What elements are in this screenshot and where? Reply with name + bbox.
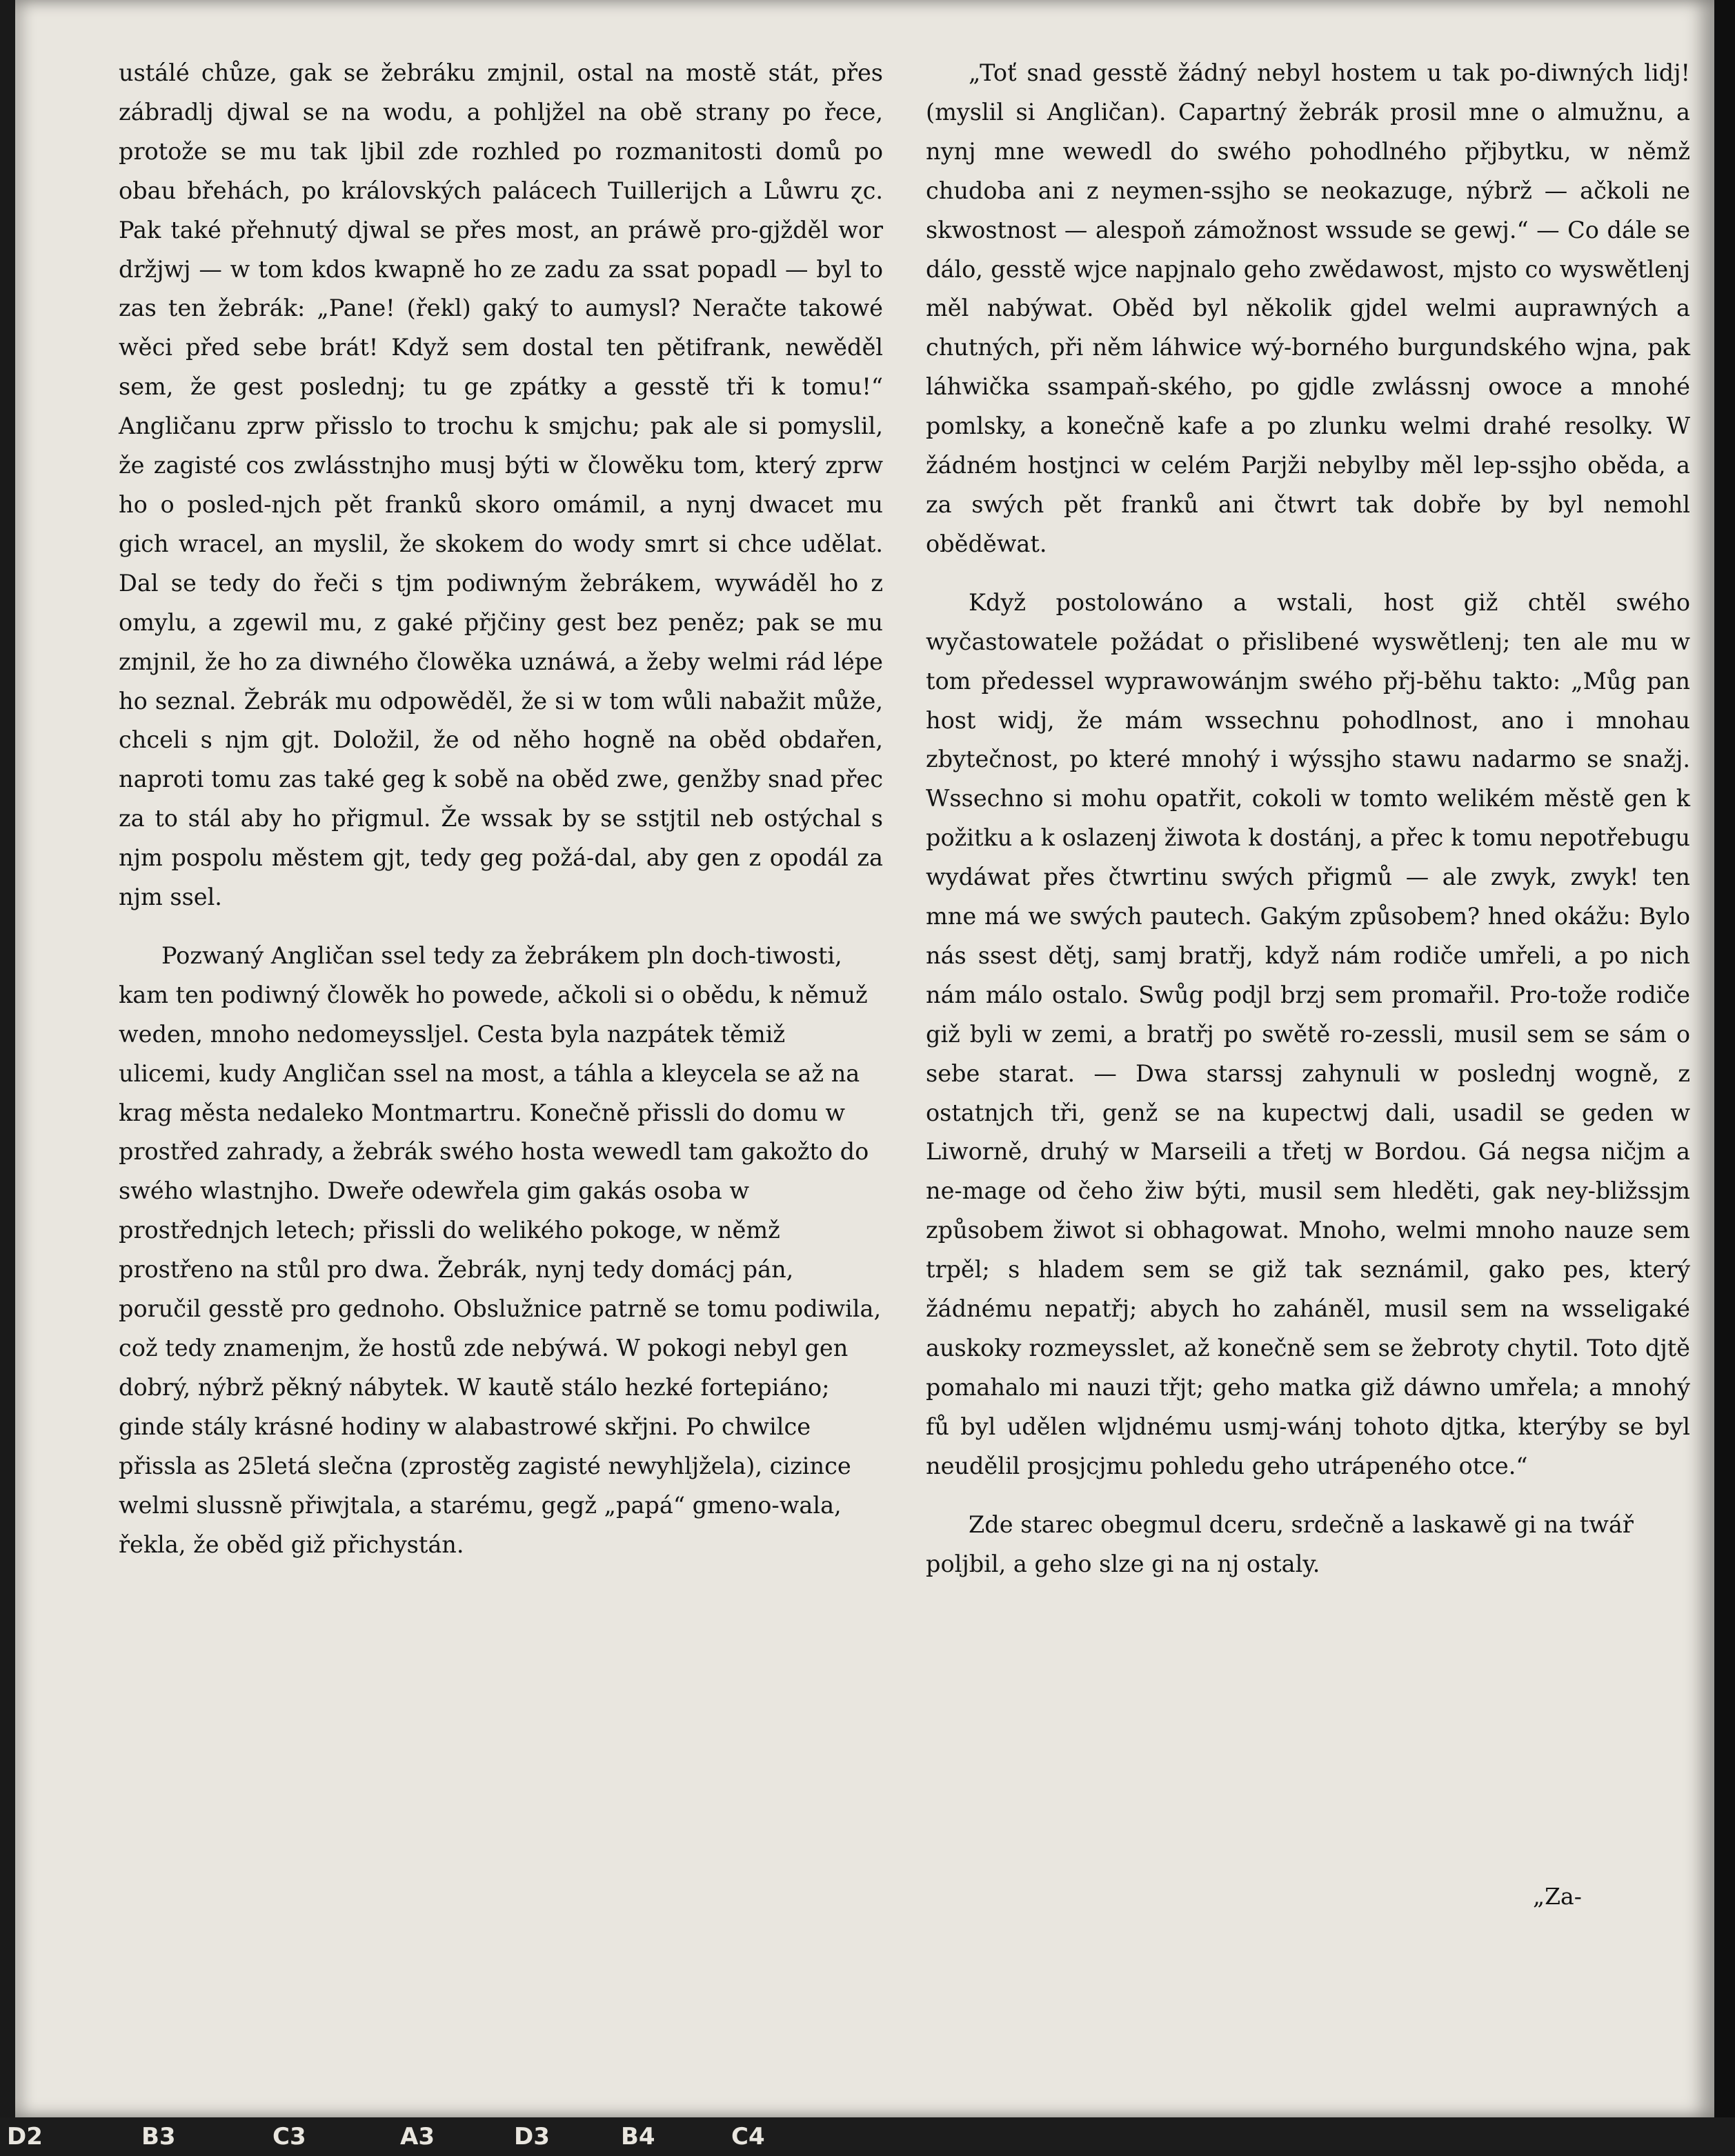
right-paragraph-2: Když postolowáno a wstali, host giž chtěl swého wyčastowatele požádat o přislibené wyswětlenj; ten ale mu w tom předessel wyprawowánjm swého přj-běhu takto: „Můg pan host widj, že mám wssechnu pohodlnost, ano i mnohau zbytečnost, po které mnohý i wýssjho stawu nadarmo se snažj. Wssechno si mohu opatřit, cokoli w tomto welikém městě gen k požitku a k oslazenj žiwota k dostánj, a přec k tomu nepotřebugu wydáwat přes čtwrtinu swých přigmů — ale zwyk, zwyk! ten mne má we swých pautech. Gakým způsobem? hned okážu: Bylo nás ssest dětj, samj bratřj, když nám rodiče umřeli, a po nich nám málo ostalo. Swůg podjl brzj sem promařil. Pro-tože rodiče giž byli w zemi, a bratřj po swětě ro-zessli, musil sem se sám o sebe starat. — Dwa starssj zahynuli w poslednj wogně, z ostatnjch tři, genž se na kupectwj dali, usadil se geden w Liworně, druhý w Marseili a třetj w Bordou. Gá negsa ničjm a ne-mage od čeho žiw býti, musil sem hleděti, gak ney-bližssjm způsobem žiwot si obhagowat. Mnoho, welmi mnoho nauze sem trpěl; s hladem sem se giž tak seznámil, gako pes, který žádnému nepatřj; abych ho zaháněl, musil sem na wsseligaké auskoky rozmeysslet, až konečně sem se žebroty chytil. Toto djtě pomahalo mi nauzi třjt; geho matka giž dáwno umřela; a mnohý fů byl udělen wljdnému usmj-wánj tohoto djtka, kterýby se byl neudělil prosjcjmu pohledu geho utrápeného otce.“ bbox=[926, 588, 1690, 1479]
right-paragraph-3: Zde starec obegmul dceru, srdečně a laskawě gi na twář poljbil, a geho slze gi na nj ostaly. bbox=[926, 1510, 1634, 1577]
left-column bbox=[119, 54, 883, 1564]
color-calibration-strip bbox=[0, 2117, 1735, 2156]
strip-label: B3 bbox=[141, 2123, 176, 2150]
right-column bbox=[926, 54, 1690, 1584]
strip-label: C3 bbox=[272, 2123, 306, 2150]
left-paragraph-1: ustálé chůze, gak se žebráku zmjnil, ostal na mostě stát, přes zábradlj djwal se na wodu, a pohljžel na obě strany po řece, protože se mu tak ljbil zde rozhled po rozmanitosti domů po obau břehách, po královských palácech Tuillerijch a Lůwru ɀc. Pak také přehnutý djwal se přes most, an práwě pro-gjžděl wor držjwj — w tom kdos kwapně ho ze zadu za ssat popadl — byl to zas ten žebrák: „Pane! (řekl) gaký to aumysl? Neračte takowé wěci před sebe brát! Když sem dostal ten pětifrank, newěděl sem, že gest poslednj; tu ge zpátky a gesstě tři k tomu!“ Angličanu zprw přisslo to trochu k smjchu; pak ale si pomyslil, že zagisté cos zwlásstnjho musj býti w člowěku tom, který zprw ho o posled-njch pět franků skoro omámil, a nynj dwacet mu gich wracel, an myslil, že skokem do wody smrt si chce udělat. Dal se tedy do řeči s tjm podiwným žebrákem, wywáděl ho z omylu, a zgewil mu, z gaké přjčiny gest bez peněz; pak se mu zmjnil, že ho za diwného člowěka uznáwá, a žeby welmi rád lépe ho seznal. Žebrák mu odpowěděl, že si w tom wůli nabažit může, chceli s njm gjt. Doložil, že od něho hogně na oběd obdařen, naproti tomu zas také geg k sobě na oběd zwe, genžby snad přec za to stál aby ho přigmul. Že wssak by se sstjtil neb ostýchal s njm pospolu městem gjt, tedy geg požá-dal, aby gen z opodál za njm ssel. bbox=[119, 59, 883, 911]
strip-label: D2 bbox=[7, 2123, 43, 2150]
strip-label: A3 bbox=[400, 2123, 435, 2150]
left-paragraph-2: Pozwaný Angličan ssel tedy za žebrákem pln doch-tiwosti, kam ten podiwný člowěk ho powede, ačkoli si o obědu, k němuž weden, mnoho nedomeyssljel. Cesta byla nazpátek těmiž ulicemi, kudy Angličan ssel na most, a táhla a kleycela se až na krag města nedaleko Montmartru. Konečně přissli do domu w prostřed zahrady, a žebrák swého hosta wewedl tam gakožto do swého wlastnjho. Dweře odewřela gim gakás osoba w prostřednjch letech; přissli do welikého pokoge, w němž prostřeno na stůl pro dwa. Žebrák, nynj tedy domácj pán, poručil gesstě pro gednoho. Obslužnice patrně se tomu podiwila, což tedy znamenjm, že hostů zde nebýwá. W pokogi nebyl gen dobrý, nýbrž pěkný nábytek. W kautě stálo hezké fortepiáno; ginde stály krásné hodiny w alabastrowé skřjni. Po chwilce přissla as 25letá slečna (zprostěg zagisté newyhljžela), cizince welmi slussně přiwjtala, a starému, gegž „papá“ gmeno-wala, řekla, že oběd giž přichystán. bbox=[119, 941, 882, 1558]
strip-label: C4 bbox=[731, 2123, 765, 2150]
strip-label: D3 bbox=[514, 2123, 550, 2150]
strip-label: B4 bbox=[621, 2123, 655, 2150]
catchword: „Za- bbox=[1533, 1883, 1582, 1910]
scan-edge-left bbox=[0, 0, 15, 2156]
book-page bbox=[15, 0, 1714, 2117]
scan-edge-right bbox=[1714, 0, 1735, 2156]
right-paragraph-1: „Toť snad gesstě žádný nebyl hostem u tak po-diwných lidj! (myslil si Angličan). Capartný žebrák prosil mne o almužnu, a nynj mne wewedl do swého pohodlného přjbytku, w němž chudoba ani z neymen-ssjho se neokazuge, nýbrž — ačkoli ne skwostnost — alespoň zámožnost wssude se gewj.“ — Co dále se dálo, gesstě wjce napjnalo geho zwědawost, mjsto co wyswětlenj měl nabýwat. Oběd byl několik gjdel welmi auprawných a chutných, při něm láhwice wý-borného burgundského wjna, pak láhwička ssampaň-ského, po gjdle zwlássnj owoce a mnohé pomlsky, a konečně kafe a po zlunku welmi drahé resolky. W žádném hostjnci w celém Parjži nebylby měl lep-ssjho oběda, a za swých pět franků ani čtwrt tak dobře by byl nemohl oběděwat. bbox=[926, 59, 1690, 557]
